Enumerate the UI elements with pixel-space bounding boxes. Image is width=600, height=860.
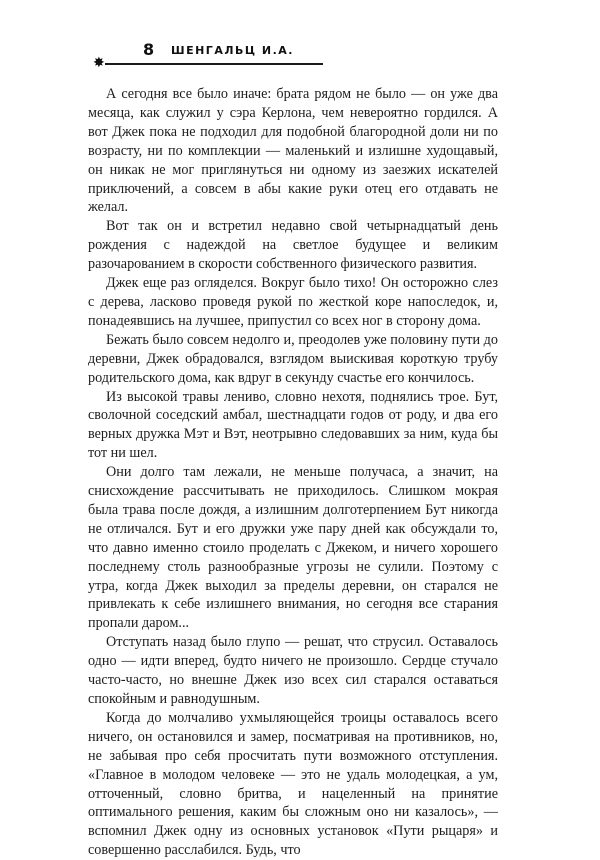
paragraph: Из высокой травы лениво, словно нехотя, поднялись трое. Бут, сволочной соседский амбал, шестнадцати годов от роду, и два его верных дружка Мэт и Вэт, неотрывно следовавших за ним, куда бы тот ни шел. bbox=[88, 388, 498, 462]
star-ornament-icon: ✸ bbox=[93, 56, 105, 71]
header-rule bbox=[105, 63, 323, 65]
paragraph: Бежать было совсем недолго и, преодолев уже половину пути до деревни, Джек обрадовался, взглядом выискивая короткую трубу родительского дома, как вдруг в секунду счастье его кончилось. bbox=[88, 331, 498, 386]
paragraph: Отступать назад было глупо — решат, что струсил. Оставалось одно — идти вперед, будто ничего не произошло. Сердце стучало часто-часто, но внешне Джек изо всех сил старался оставаться спокойным и равнодушным. bbox=[88, 634, 498, 707]
paragraph: А сегодня все было иначе: брата рядом не было — он уже два месяца, как служил у сэра Керлона, чем невероятно гордился. А вот Джек пока не подходил для подобной благородной доли ни по возрасту, ни по комплекции — маленький и излишне худощавый, он никак не мог приглянуться ни одному из заезжих искателей приключений, а совсем в абы какие руки отец его отдавать не желал. bbox=[88, 86, 498, 216]
paragraph: Джек еще раз огляделся. Вокруг было тихо! Он осторожно слез с дерева, ласково проведя рукой по жесткой коре напоследок, и, понадеявшись на лучшее, припустил со всех ног в сторону дома. bbox=[88, 275, 498, 329]
page-number: 8 bbox=[143, 40, 156, 59]
running-head-author: ШЕНГАЛЬЦ И.А. bbox=[171, 44, 294, 57]
body-text bbox=[88, 85, 498, 860]
paragraph: Когда до молчаливо ухмыляющейся троицы оставалось всего ничего, он остановился и замер, посматривая на противников, но, не забывая про себя просчитать пути возможного отступления. «Главное в молодом человеке — это не удаль молодецкая, а ум, отточенный, словно бритва, и нацеленный на принятие оптимального решения, каким бы сложным оно ни казалось», — вспомнил Джек одну из основных установок «Пути рыцаря» и совершенно расслабился. Будь, что bbox=[88, 709, 498, 859]
paragraph: Они долго там лежали, не меньше получаса, а значит, на снисхождение рассчитывать не приходилось. Слишком мокрая была трава после дождя, а излишним долготерпением Бут никогда не отличался. Бут и его дружки уже пару дней как обсуждали то, что давно именно стоило проделать с Джеком, и ничего хорошего последнему столь разнообразные угрозы не сулили. Поэтому с утра, когда Джек выходил за пределы деревни, он старался не привлекать к себе излишнего внимания, но сегодня все старания пропали даром... bbox=[88, 464, 498, 632]
paragraph: Вот так он и встретил недавно свой четырнадцатый день рождения с надеждой на светлое будущее и великим разочарованием в скорости собственного физического развития. bbox=[88, 218, 498, 273]
page-header bbox=[93, 40, 513, 70]
